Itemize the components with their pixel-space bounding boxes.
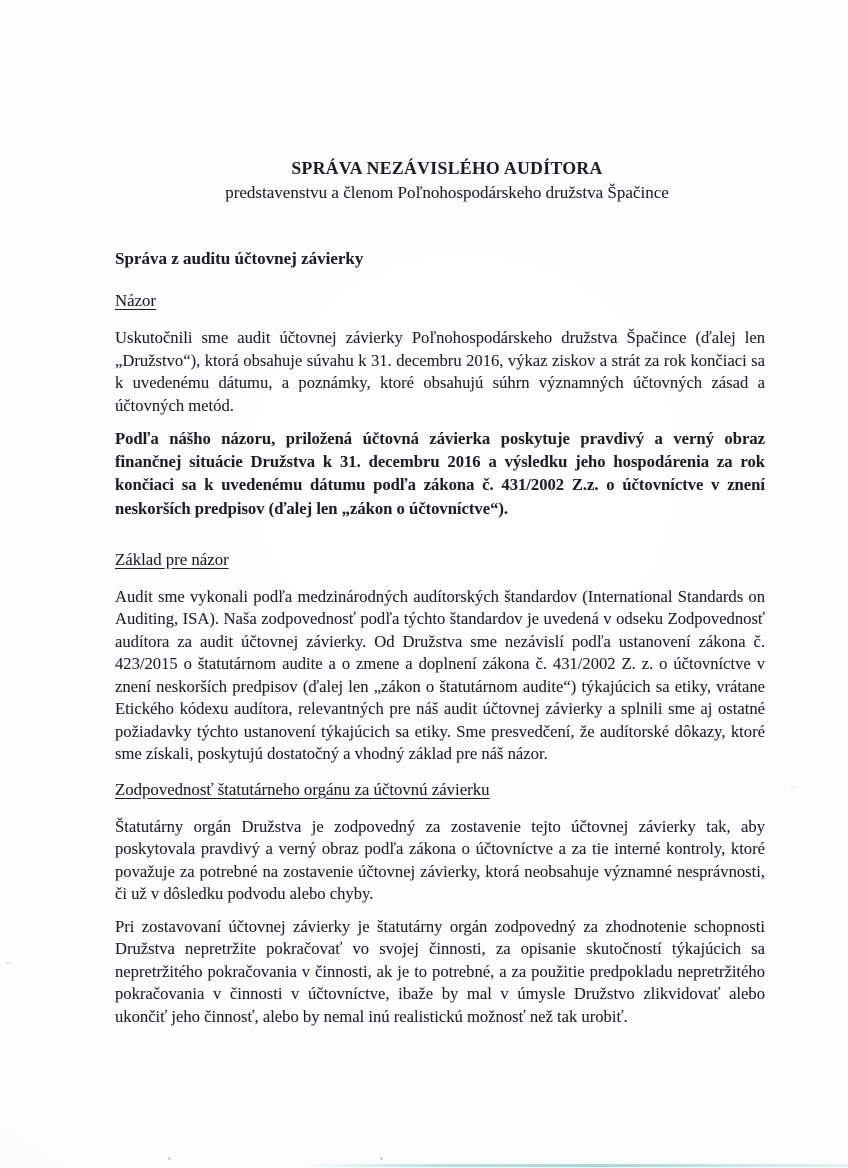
section-basis-for-opinion <box>115 548 765 766</box>
paragraph-going-concern: Pri zostavovaní účtovnej závierky je štatutárny orgán zodpovedný za zhodnotenie schopnosti Družstva nepretržite pokračovať vo svojej činnosti, za opisanie skutočností týkajúcich sa nepretržitého pokračovania v činnosti, ak je to potrebné, a za použitie predpokladu nepretržitého pokračovania v činnosti v účtovníctve, ibaže by mal v úmysle Družstvo zlikvidovať alebo ukončiť jeho činnosť, alebo by nemal inú realistickú možnosť než tak urobiť. <box>115 916 765 1026</box>
paragraph-opinion-statement: Podľa nášho názoru, priložená účtovná závierka poskytuje pravdivý a verný obraz finančnej situácie Družstva k 31. decembru 2016 a výsledku jeho hospodárenia za rok končiaci sa k uvedenému dátumu podľa zákona č. 431/2002 Z.z. o účtovníctve v znení neskorších predpisov (ďalej len „zákon o účtovníctve“). <box>115 429 765 518</box>
heading-opinion: Názor <box>115 291 156 310</box>
scan-speck <box>380 1157 383 1160</box>
audit-report-document <box>115 0 765 1028</box>
report-body <box>115 247 765 1028</box>
report-header <box>115 156 765 205</box>
scan-speck <box>790 786 795 788</box>
report-title: SPRÁVA NEZÁVISLÉHO AUDÍTORA <box>291 158 603 178</box>
section-management-responsibility <box>115 778 765 1029</box>
heading-basis-for-opinion: Základ pre názor <box>115 549 229 569</box>
paragraph-basis-for-opinion: Audit sme vykonali podľa medzinárodných audítorských štandardov (International Standards on Auditing, ISA). Naša zodpovednosť podľa týchto štandardov je uvedená v odseku Zodpovednosť audítora za audit účtovnej závierky. Od Družstva sme nezávislí podľa ustanovení zákona č. 423/2015 o štatutárnom audite a o zmene a doplnení zákona č. 431/2002 Z. z. o účtovníctve v znení neskorších predpisov (ďalej len „zákon o štatutárnom audite“) týkajúcich sa etiky, vrátane Etického kódexu audítora, relevantných pre náš audit účtovnej závierky a splnili sme aj ostatné požiadavky týchto ustanovení týkajúcich sa etiky. Sme presvedčení, že audítorské dôkazy, ktoré sme získali, poskytujú dostatočný a vhodný základ pre náš názor. <box>115 586 765 764</box>
scan-speck <box>6 962 10 964</box>
scan-speck <box>168 1157 171 1160</box>
report-addressee: predstavenstvu a členom Poľnohospodárskeho družstva Špačince <box>225 183 669 202</box>
section-title-audit-report: Správa z auditu účtovnej závierky <box>115 249 364 268</box>
section-opinion <box>115 289 765 520</box>
scanner-edge-artifact <box>300 1164 848 1167</box>
paragraph-opinion-scope: Uskutočnili sme audit účtovnej závierky Poľnohospodárskeho družstva Špačince (ďalej len „Družstvo“), ktorá obsahuje súvahu k 31. decembru 2016, výkaz ziskov a strát za rok končiaci sa k uvedenému dátumu, a poznámky, ktoré obsahujú súhrn významných účtovných zásad a účtovných metód. <box>115 328 765 415</box>
paragraph-management-responsibility: Štatutárny orgán Družstva je zodpovedný za zostavenie tejto účtovnej závierky tak, aby poskytovala pravdivý a verný obraz podľa zákona o účtovníctve a za tie interné kontroly, ktoré považuje za potrebné na zostavenie účtovnej závierky, ktorá neobsahuje významné nesprávnosti, či už v dôsledku podvodu alebo chyby. <box>115 816 765 904</box>
heading-management-responsibility: Zodpovednosť štatutárneho orgánu za účtovnú závierku <box>115 779 490 799</box>
